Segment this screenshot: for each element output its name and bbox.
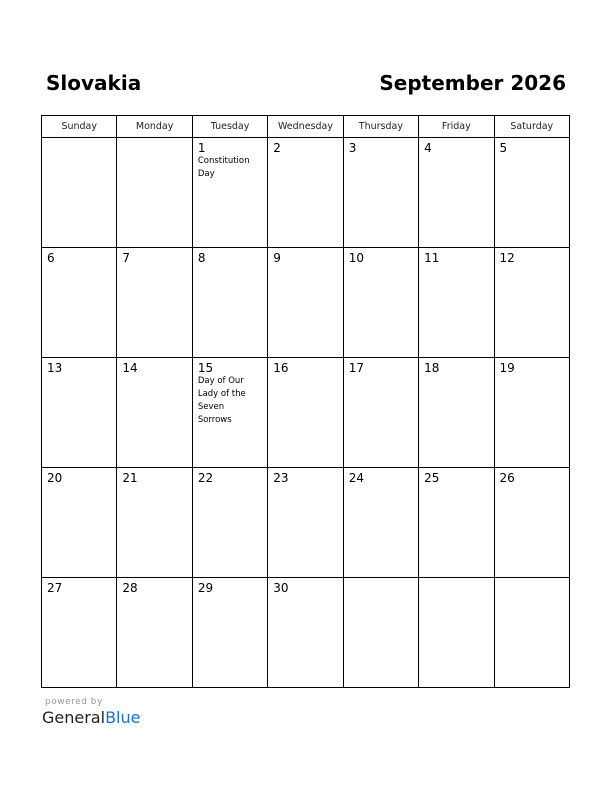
day-cell	[419, 248, 494, 358]
day-number: 23	[273, 471, 289, 485]
week-row	[42, 468, 570, 578]
day-cell	[494, 138, 569, 248]
day-cell	[42, 358, 117, 468]
logo-general: General	[42, 708, 106, 727]
day-number: 25	[424, 471, 440, 485]
day-cell	[494, 578, 569, 688]
day-cell	[192, 358, 267, 468]
day-number: 11	[424, 251, 440, 265]
calendar-grid	[41, 115, 570, 688]
day-cell	[268, 468, 343, 578]
day-cell	[494, 468, 569, 578]
day-cell	[419, 468, 494, 578]
day-cell	[42, 248, 117, 358]
holiday-label: Day of Our Lady of the Seven Sorrows	[197, 376, 246, 425]
weekday-header-sunday: Sunday	[42, 116, 117, 138]
weekday-header-monday: Monday	[117, 116, 192, 138]
day-cell	[192, 248, 267, 358]
day-number: 7	[122, 251, 131, 265]
day-number: 20	[47, 471, 63, 485]
day-number: 9	[273, 251, 281, 265]
day-number: 1	[197, 141, 206, 155]
generalblue-logo[interactable]	[42, 708, 140, 727]
day-cell	[117, 138, 192, 248]
day-cell	[268, 358, 343, 468]
day-number: 2	[273, 141, 281, 155]
week-row	[42, 578, 570, 688]
day-number: 15	[197, 361, 214, 375]
day-cell	[192, 138, 267, 248]
week-row	[42, 358, 570, 468]
day-cell	[117, 468, 192, 578]
day-cell	[268, 578, 343, 688]
weekday-header-tuesday: Tuesday	[192, 116, 267, 138]
day-cell	[494, 358, 569, 468]
day-number: 12	[499, 251, 515, 265]
weekday-header-thursday: Thursday	[343, 116, 418, 138]
day-number: 22	[197, 471, 214, 485]
day-cell	[192, 468, 267, 578]
day-cell	[268, 138, 343, 248]
logo-blue: Blue	[105, 708, 141, 727]
powered-by-label: powered by	[45, 697, 103, 707]
day-cell	[419, 578, 494, 688]
weekday-header-row	[42, 116, 570, 138]
week-row	[42, 248, 570, 358]
day-number: 29	[197, 581, 214, 595]
day-cell	[117, 358, 192, 468]
day-number: 16	[273, 361, 289, 375]
country-title: Slovakia	[46, 71, 142, 95]
day-number: 17	[348, 361, 364, 375]
day-cell	[494, 248, 569, 358]
day-number: 21	[122, 471, 138, 485]
day-cell	[42, 468, 117, 578]
day-cell	[343, 138, 418, 248]
day-number: 24	[348, 471, 364, 485]
day-cell	[117, 248, 192, 358]
day-number: 14	[122, 361, 138, 375]
week-row	[42, 138, 570, 248]
day-number: 8	[197, 251, 206, 265]
day-number: 19	[499, 361, 515, 375]
day-number: 5	[499, 141, 508, 155]
day-cell	[268, 248, 343, 358]
day-number: 27	[47, 581, 63, 595]
day-cell	[343, 358, 418, 468]
day-number: 10	[348, 251, 364, 265]
day-number: 13	[47, 361, 63, 375]
day-number: 6	[47, 251, 55, 265]
day-cell	[343, 248, 418, 358]
month-title: September 2026	[379, 71, 566, 95]
day-number: 28	[122, 581, 138, 595]
day-cell	[192, 578, 267, 688]
weekday-header-saturday: Saturday	[494, 116, 569, 138]
day-cell	[117, 578, 192, 688]
day-cell	[419, 138, 494, 248]
day-number: 30	[273, 581, 289, 595]
day-cell	[343, 468, 418, 578]
day-cell	[419, 358, 494, 468]
holiday-label: Constitution Day	[197, 156, 250, 179]
day-number: 4	[424, 141, 432, 155]
weekday-header-wednesday: Wednesday	[268, 116, 343, 138]
day-number: 18	[424, 361, 440, 375]
day-number: 3	[348, 141, 357, 155]
day-cell	[343, 578, 418, 688]
day-cell	[42, 138, 117, 248]
day-number: 26	[499, 471, 515, 485]
weekday-header-friday: Friday	[419, 116, 494, 138]
day-cell	[42, 578, 117, 688]
